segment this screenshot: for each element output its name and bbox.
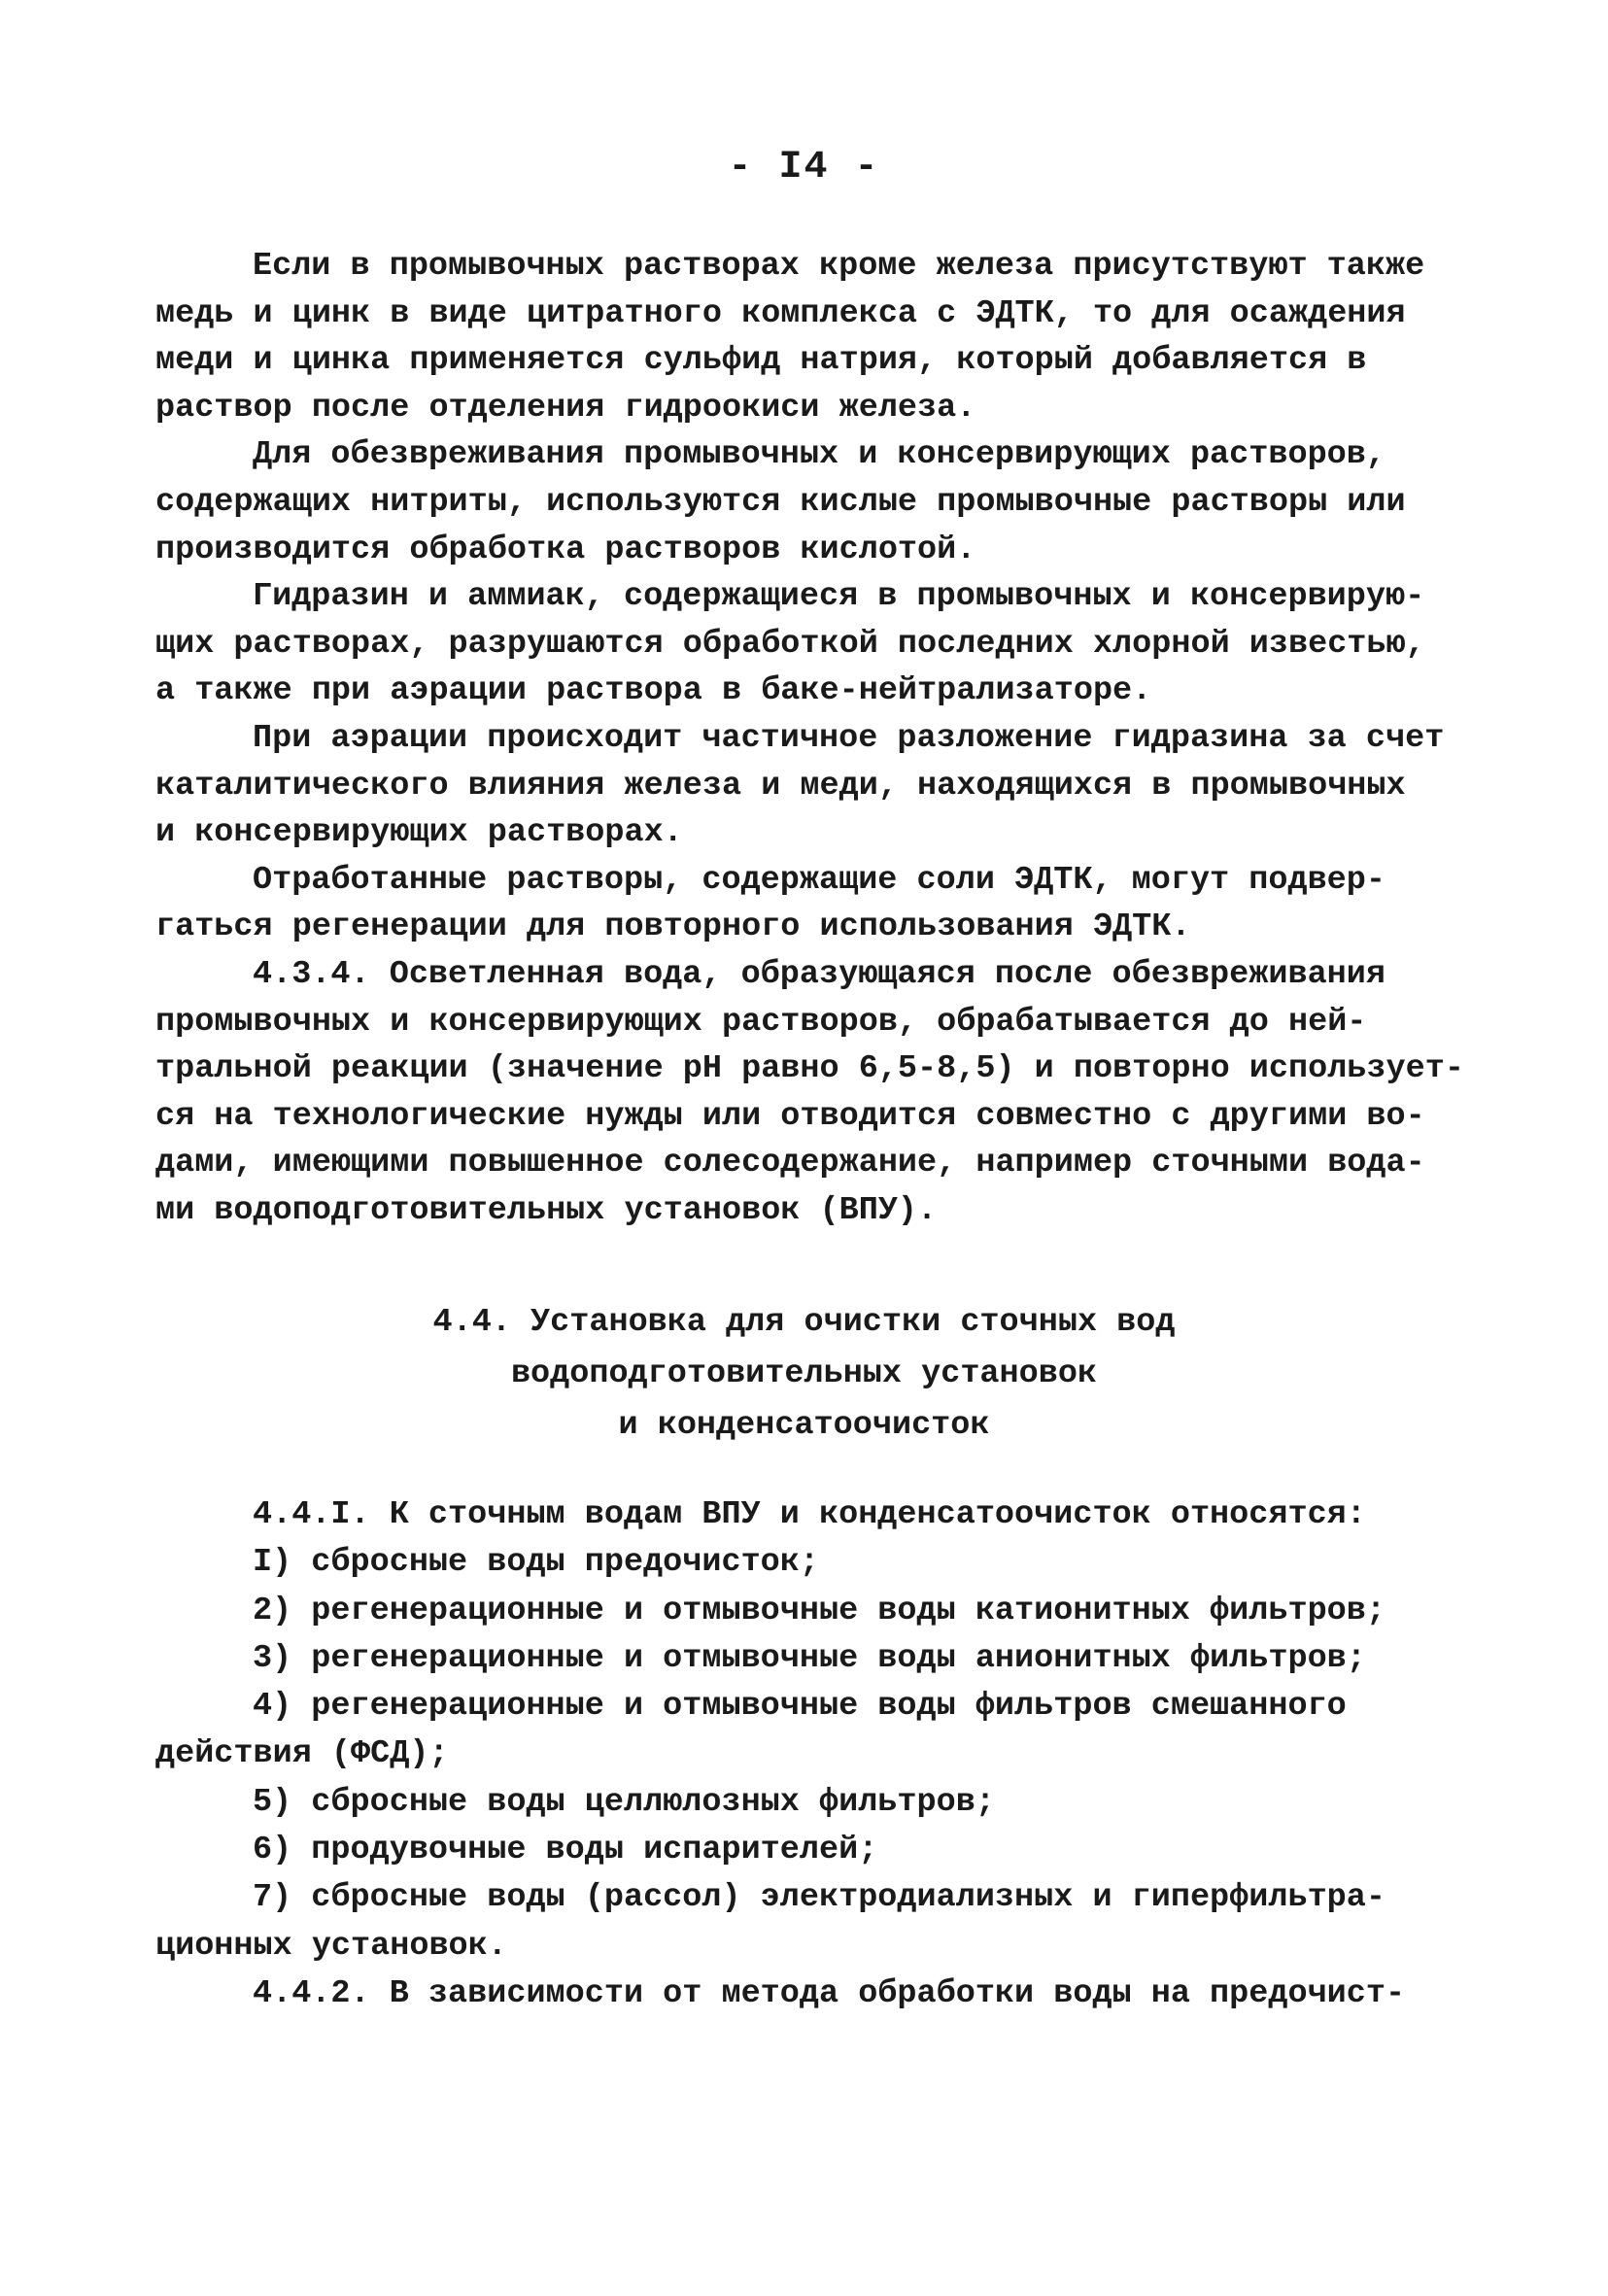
text-line: Гидразин и аммиак, содержащиеся в промывочных и консервирую- [253,578,1425,616]
list-line: 4.4.I. К сточным водам ВПУ и конденсатоочисток относятся: [253,1496,1366,1533]
text-line: ся на технологические нужды или отводится совместно с другими во- [155,1097,1425,1135]
heading-line: и конденсатоочисток [618,1407,990,1444]
heading-line: водоподготовительных установок [510,1355,1098,1392]
text-line: При аэрации происходит частичное разложение гидразина за счет [253,719,1445,757]
page-number: - I4 - [728,146,880,189]
text-line: 4.3.4. Осветленная вода, образующаяся после обезвреживания [253,955,1386,993]
list-line: I) сбросные воды предочисток; [253,1544,819,1582]
text-line: тральной реакции (значение рН равно 6,5-8,5) и повторно использует- [155,1050,1464,1088]
paragraph [155,715,1457,857]
text-line: раствор после отделения гидроокиси железа. [155,389,976,427]
text-line: дами, имеющими повышенное солесодержание, например сточными вода- [155,1145,1425,1182]
text-line: и консервирующих растворах. [155,814,683,852]
text-line: гаться регенерации для повторного использования ЭДТК. [155,908,1191,946]
list-line: 2) регенерационные и отмывочные воды катионитных фильтров; [253,1592,1386,1629]
text-line: ми водоподготовительных установок (ВПУ). [155,1191,938,1229]
text-line: Если в промывочных растворах кроме железа присутствуют также [253,248,1425,285]
paragraph [155,243,1457,431]
list-line: 5) сбросные воды целлюлозных фильтров; [253,1783,995,1821]
text-line: каталитического влияния железа и меди, находящихся в промывочных [155,767,1406,805]
text-line: щих растворах, разрушаются обработкой последних хлорной известью, [155,625,1425,663]
text-line: Для обезвреживания промывочных и консервирующих растворов, [253,436,1386,474]
list-line: 4.4.2. В зависимости от метода обработки воды на предочист- [253,1974,1406,2012]
list-line: ционных установок. [155,1927,507,1965]
body-text [155,243,1464,1234]
text-line: содержащих нитриты, используются кислые промывочные растворы или [155,483,1406,521]
paragraph [155,431,1457,573]
list-line: 4) регенерационные и отмывочные воды фильтров смешанного [253,1688,1347,1726]
list-line: 3) регенерационные и отмывочные воды анионитных фильтров; [253,1639,1366,1677]
paragraph [155,951,1464,1235]
text-line: а также при аэрации раствора в баке-нейтрализаторе. [155,672,1152,710]
text-line: Отработанные растворы, содержащие соли ЭДТК, могут подвер- [253,861,1386,899]
heading-line: 4.4. Установка для очистки сточных вод [432,1304,1176,1341]
list-line: 7) сбросные воды (рассол) электродиализных и гиперфильтра- [253,1879,1386,1917]
text-line: медь и цинк в виде цитратного комплекса с ЭДТК, то для осаждения [155,294,1406,332]
paragraph [155,857,1457,951]
section-4-4-body [155,1491,1457,2018]
text-line: производится обработка растворов кислотой. [155,531,976,568]
list-line: действия (ФСД); [155,1735,449,1773]
text-line: промывочных и консервирующих растворов, обрабатывается до ней- [155,1003,1367,1041]
list-line: 6) продувочные воды испарителей; [253,1832,878,1869]
section-heading-4-4 [0,1297,1608,1452]
paragraph [155,573,1457,715]
text-line: меди и цинка применяется сульфид натрия, который добавляется в [155,342,1367,380]
